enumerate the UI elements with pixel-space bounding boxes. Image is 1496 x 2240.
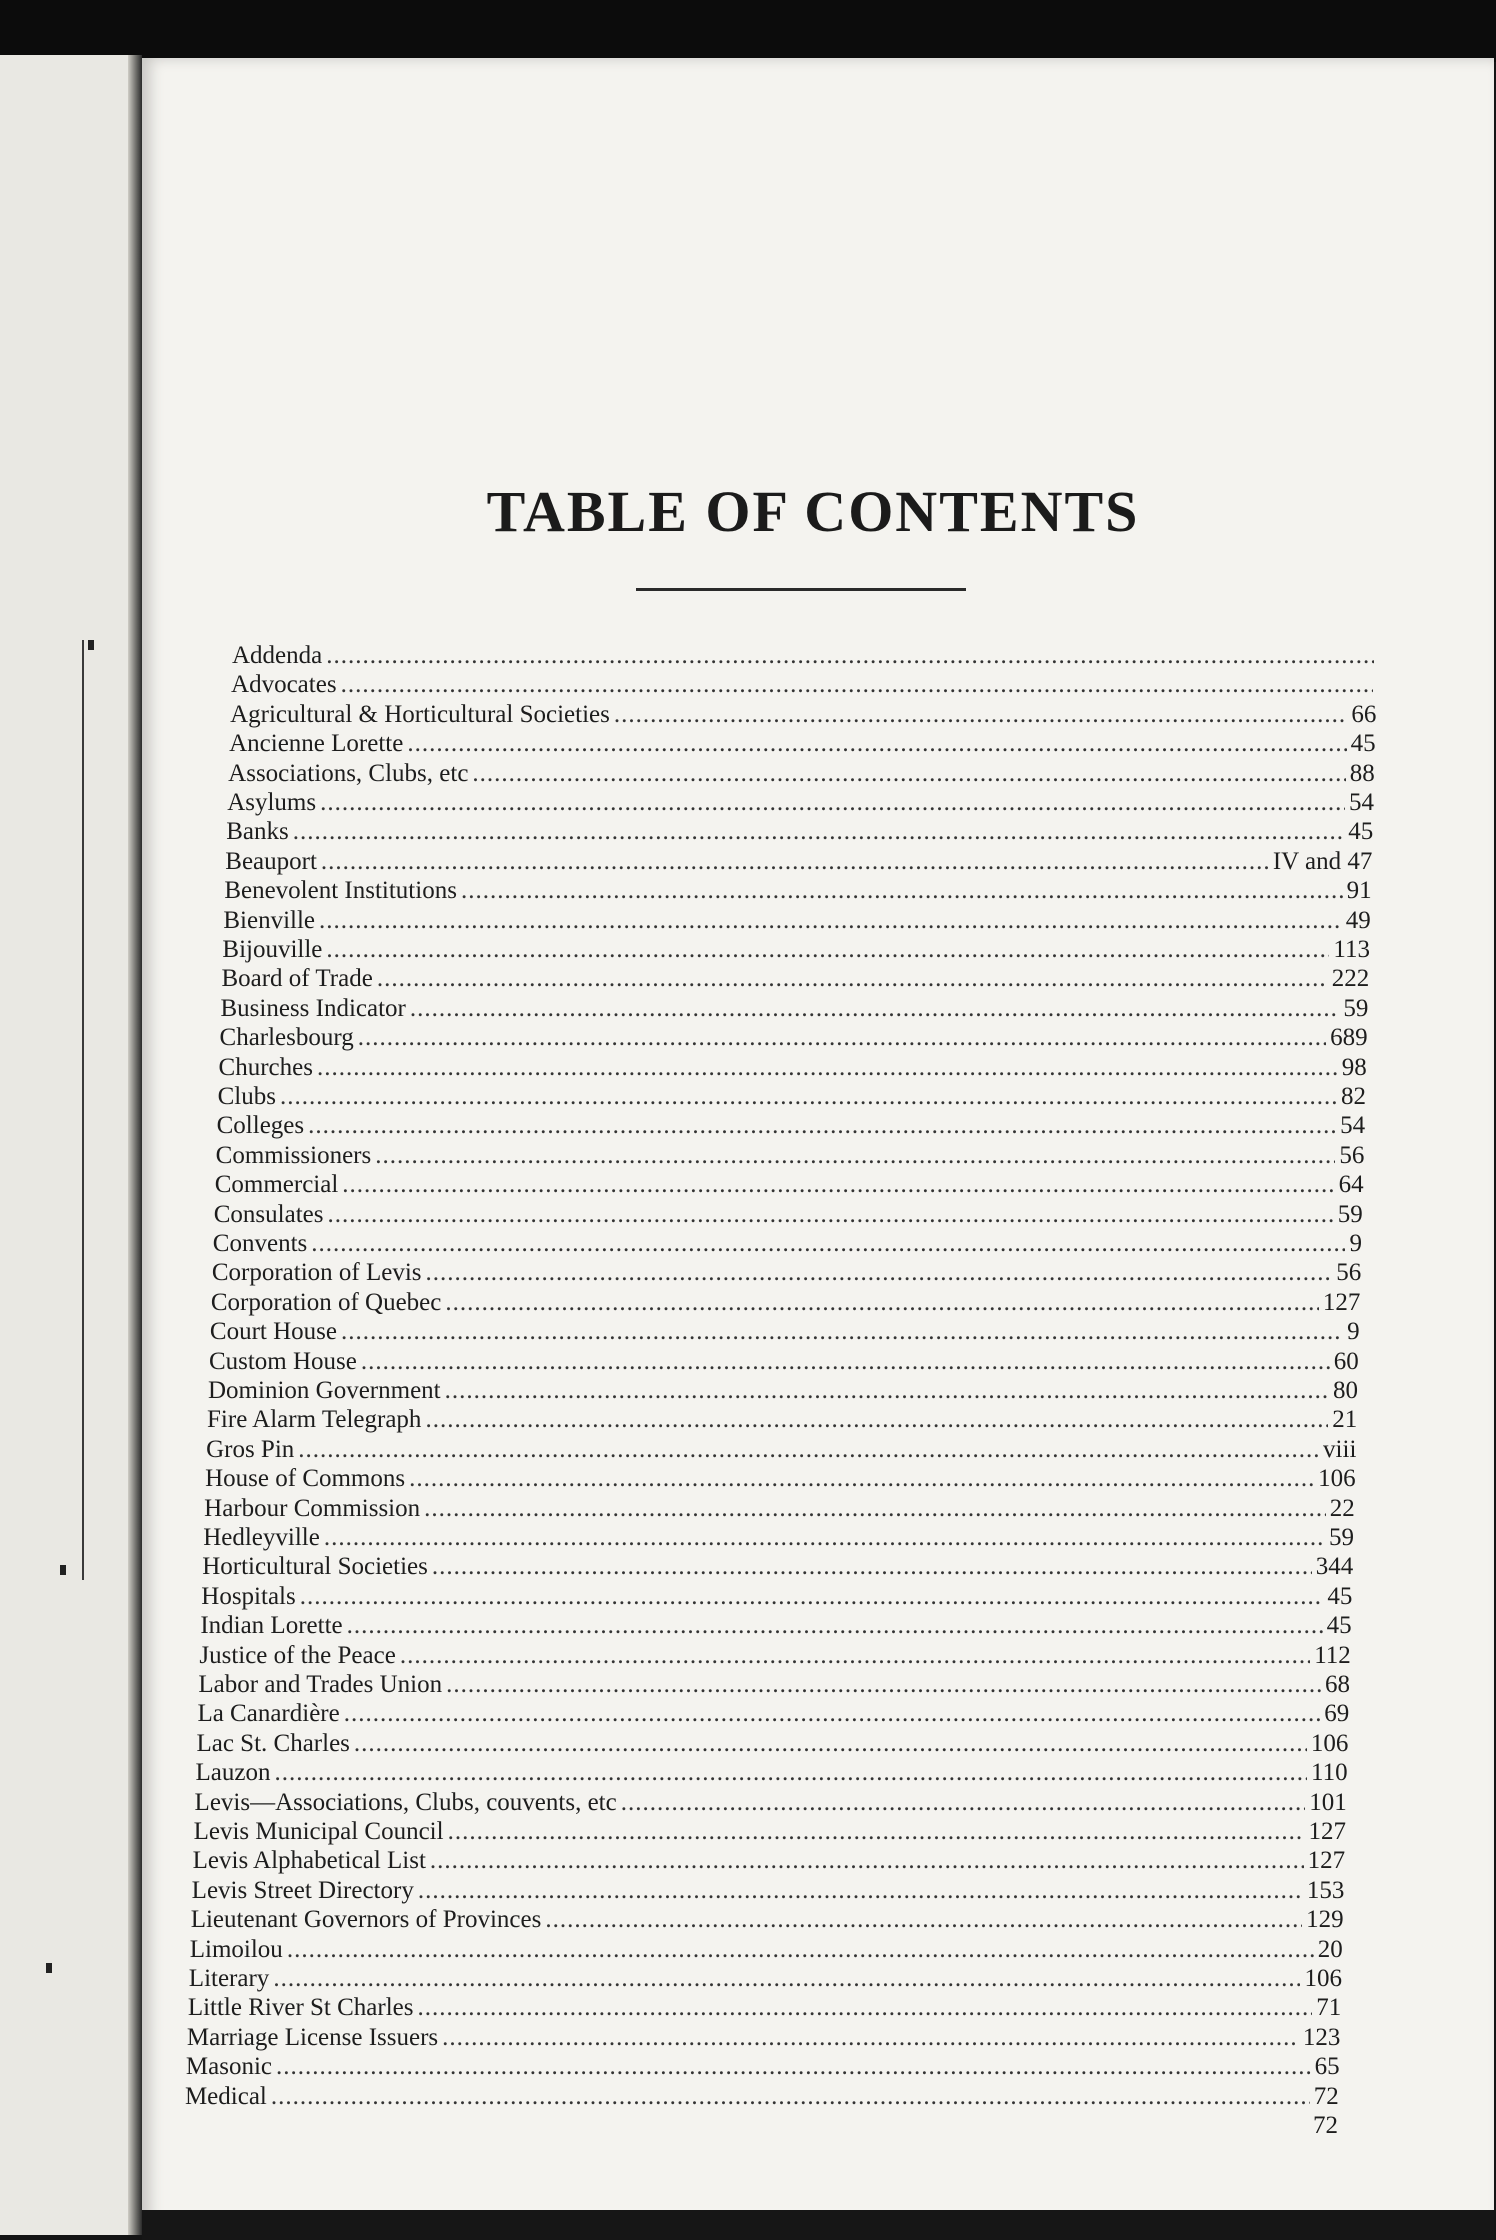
toc-leader-dots: [425, 1406, 1328, 1434]
toc-leader-dots: [445, 1289, 1319, 1317]
toc-entry-label: Bienville: [223, 906, 316, 934]
toc-entry-page: 65: [1314, 2053, 1340, 2081]
toc-entry-page: 21: [1332, 1406, 1358, 1434]
toc-leader-dots: [308, 1112, 1336, 1140]
toc-leader-dots: [326, 642, 1374, 670]
toc-leader-dots: [342, 1171, 1334, 1199]
toc-entry-page: 72: [1313, 2112, 1338, 2139]
toc-entry: [186, 2053, 1340, 2083]
toc-entry: [232, 642, 1378, 672]
toc-leader-dots: [461, 877, 1343, 905]
toc-entry: [205, 1465, 1355, 1495]
toc-entry: [188, 1994, 1341, 2024]
toc-entry-label: Literary: [188, 1965, 270, 1992]
toc-entry-label: Clubs: [217, 1083, 276, 1110]
toc-entry-page: 20: [1317, 1935, 1343, 1963]
toc-entry: [184, 2112, 1338, 2142]
toc-leader-dots: [409, 1465, 1314, 1493]
toc-entry-label: House of Commons: [205, 1465, 406, 1493]
toc-entry: [206, 1436, 1356, 1466]
toc-entry-label: Medical: [184, 2082, 267, 2110]
toc-entry: [185, 2083, 1339, 2113]
toc-entry-label: Business Indicator: [220, 994, 406, 1022]
toc-entry-label: La Canardière: [197, 1700, 340, 1728]
toc-entry-label: Lac St. Charles: [196, 1729, 350, 1757]
toc-entry: [197, 1700, 1349, 1730]
toc-entry-page: 82: [1340, 1083, 1366, 1110]
toc-entry-page: 68: [1324, 1671, 1350, 1698]
toc-entry-label: Ancienne Lorette: [229, 730, 404, 758]
toc-entry-label: Levis Municipal Council: [193, 1818, 444, 1845]
toc-leader-dots: [472, 760, 1345, 788]
toc-leader-dots: [327, 1201, 1333, 1229]
toc-entry-label: Commissioners: [215, 1141, 372, 1169]
toc-entry-page: 64: [1338, 1171, 1364, 1199]
toc-entry-label: Banks: [226, 818, 289, 846]
toc-entry-page: 689: [1330, 1024, 1368, 1052]
toc-leader-dots: [446, 1671, 1321, 1699]
toc-leader-dots: [320, 789, 1345, 817]
toc-entry: [190, 1936, 1343, 1966]
toc-entry: [207, 1406, 1357, 1436]
toc-entry-page: 80: [1333, 1377, 1358, 1404]
toc-entry: [220, 995, 1368, 1025]
toc-entry-page: 127: [1322, 1288, 1361, 1316]
toc-entry-page: 22: [1329, 1494, 1355, 1522]
toc-entry-label: Dominion Government: [208, 1377, 441, 1404]
toc-entry-label: Little River St Charles: [187, 1994, 414, 2022]
toc-entry-page: 113: [1333, 936, 1370, 963]
toc-entry-label: Lauzon: [195, 1759, 271, 1787]
toc-entry-page: 69: [1324, 1700, 1350, 1728]
toc-leader-dots: [614, 701, 1348, 729]
toc-entry-label: Indian Lorette: [200, 1612, 343, 1640]
toc-entry-page: 56: [1339, 1141, 1365, 1169]
toc-entry-label: Labor and Trades Union: [198, 1671, 443, 1698]
toc-entry-page: viii: [1323, 1435, 1357, 1463]
toc-entry-page: 49: [1345, 906, 1371, 934]
toc-entry: [192, 1877, 1345, 1907]
toc-entry-page: 153: [1306, 1876, 1345, 1904]
toc-entry-page: 56: [1336, 1259, 1362, 1287]
toc-entry-page: 54: [1348, 789, 1374, 816]
toc-leader-dots: [354, 1730, 1307, 1758]
toc-entry-page: 45: [1350, 730, 1376, 758]
toc-entry-page: 106: [1304, 1965, 1342, 1992]
toc-entry-label: Benevolent Institutions: [224, 877, 457, 905]
toc-entry-label: Hedleyville: [203, 1524, 320, 1551]
toc-entry-label: Justice of the Peace: [199, 1641, 396, 1669]
toc-entry-label: Corporation of Quebec: [210, 1288, 442, 1316]
toc-entry: [196, 1730, 1348, 1760]
toc-entry: [218, 1083, 1366, 1113]
toc-entry: [219, 1054, 1367, 1084]
toc-leader-dots: [317, 1054, 1338, 1082]
toc-leader-dots: [319, 907, 1342, 935]
toc-entry-label: Asylums: [227, 789, 317, 816]
toc-entry: [212, 1259, 1361, 1289]
toc-entry: [200, 1612, 1351, 1642]
toc-entry: [226, 818, 1373, 848]
toc-entry: [213, 1230, 1362, 1260]
toc-leader-dots: [448, 1818, 1305, 1846]
toc-entry-label: Levis Street Directory: [191, 1876, 414, 1904]
toc-entry-label: Addenda: [232, 642, 323, 669]
toc-leader-dots: [347, 1612, 1323, 1640]
toc-entry: [215, 1171, 1364, 1201]
toc-leader-dots: [418, 1994, 1313, 2022]
toc-entry-page: 123: [1302, 2023, 1341, 2051]
toc-entry-page: 60: [1333, 1347, 1359, 1375]
toc-entry: [214, 1201, 1363, 1231]
toc-leader-dots: [276, 2053, 1311, 2081]
toc-entry: [191, 1906, 1344, 1936]
toc-entry: [229, 730, 1375, 760]
toc-entry-label: Churches: [218, 1053, 313, 1081]
toc-entry-label: Harbour Commission: [204, 1494, 421, 1522]
toc-entry: [208, 1377, 1358, 1407]
toc-entry-page: 59: [1337, 1200, 1363, 1228]
toc-leader-dots: [545, 1906, 1302, 1934]
toc-entry: [194, 1818, 1346, 1848]
page-title: TABLE OF CONTENTS: [486, 479, 1140, 544]
toc-entry-page: 106: [1318, 1465, 1356, 1493]
toc-leader-dots: [377, 965, 1328, 993]
toc-entry-page: 129: [1306, 1906, 1344, 1934]
toc-leader-dots: [400, 1642, 1310, 1670]
toc-entry: [225, 848, 1372, 878]
toc-entry-label: Convents: [212, 1230, 308, 1257]
toc-entry-page: 72: [1313, 2082, 1339, 2110]
toc-entry-page: 59: [1328, 1524, 1354, 1551]
toc-entry: [210, 1318, 1360, 1348]
toc-leader-dots: [430, 1847, 1304, 1875]
toc-leader-dots: [274, 1759, 1307, 1787]
toc-leader-dots: [293, 818, 1344, 846]
toc-leader-dots: [358, 1024, 1326, 1052]
toc-entry: [222, 936, 1370, 966]
toc-leader-dots: [300, 1583, 1324, 1611]
toc-entry-label: Custom House: [208, 1347, 357, 1375]
toc-entry: [221, 965, 1369, 995]
toc-leader-dots: [407, 730, 1346, 758]
toc-entry-label: Bijouville: [222, 936, 323, 963]
toc-leader-dots: [432, 1553, 1312, 1581]
toc-entry: [209, 1348, 1359, 1378]
toc-entry: [189, 1965, 1342, 1995]
toc-entry-label: Masonic: [185, 2053, 273, 2081]
toc-entry: [198, 1671, 1350, 1701]
toc-entry-page: 112: [1314, 1641, 1351, 1669]
toc-entry-page: 88: [1349, 759, 1375, 787]
toc-entry: [201, 1583, 1352, 1613]
toc-entry: [217, 1112, 1366, 1142]
toc-entry: [227, 789, 1374, 819]
toc-entry-label: Board of Trade: [221, 965, 373, 993]
toc-entry: [220, 1024, 1368, 1054]
toc-entry-page: 91: [1346, 877, 1372, 905]
toc-entry-label: Beauport: [225, 847, 317, 875]
toc-leader-dots: [311, 1230, 1345, 1258]
toc-entry-label: Limoilou: [189, 1935, 283, 1963]
toc-leader-dots: [341, 671, 1374, 699]
toc-entry-label: Corporation of Levis: [211, 1259, 422, 1287]
toc-entry-label: Horticultural Societies: [202, 1553, 428, 1581]
toc-entry-label: Charlesbourg: [219, 1024, 354, 1052]
toc-leader-dots: [341, 1318, 1343, 1346]
toc-leader-dots: [271, 2083, 1310, 2111]
toc-leader-dots: [424, 1495, 1326, 1523]
toc-leader-dots: [273, 1965, 1300, 1993]
toc-entry-label: Advocates: [231, 671, 337, 699]
toc-leader-dots: [280, 1083, 1337, 1111]
toc-entry-label: Court House: [209, 1318, 337, 1346]
toc-entry-page: 98: [1341, 1053, 1367, 1081]
toc-entry-page: 127: [1308, 1818, 1346, 1845]
toc-leader-dots: [324, 1524, 1325, 1552]
toc-entry: [231, 671, 1377, 701]
toc-entry-page: 66: [1351, 700, 1377, 728]
toc-entry-label: Associations, Clubs, etc: [228, 759, 469, 787]
toc-entry-page: 9: [1347, 1318, 1360, 1346]
toc-leader-dots: [326, 936, 1329, 964]
toc-entry: [216, 1142, 1365, 1172]
toc-entry-label: Levis Alphabetical List: [192, 1847, 426, 1875]
toc-leader-dots: [321, 848, 1269, 876]
toc-entry: [230, 701, 1376, 731]
toc-entry-label: Colleges: [216, 1112, 305, 1140]
toc-entry: [203, 1524, 1354, 1554]
toc-entry-label: Hospitals: [201, 1582, 296, 1610]
toc-entry: [202, 1553, 1353, 1583]
toc-leader-dots: [344, 1700, 1320, 1728]
toc-entry: [196, 1759, 1348, 1789]
toc-leader-dots: [361, 1348, 1330, 1376]
toc-entry-label: Fire Alarm Telegraph: [207, 1406, 422, 1434]
toc-leader-dots: [375, 1142, 1335, 1170]
toc-leader-dots: [442, 2024, 1299, 2052]
toc-entry-label: Agricultural & Horticultural Societies: [230, 700, 610, 728]
toc-entry-page: 106: [1310, 1729, 1349, 1757]
toc-entry-page: 101: [1309, 1788, 1347, 1816]
toc-entry-page: 45: [1326, 1612, 1352, 1640]
toc-entry-page: 59: [1343, 994, 1369, 1022]
toc-entry-label: Commercial: [214, 1171, 339, 1199]
toc-entry: [195, 1789, 1347, 1819]
toc-entry-page: 54: [1340, 1112, 1366, 1140]
toc-leader-dots: [426, 1259, 1333, 1287]
toc-leader-dots: [410, 995, 1340, 1023]
toc-entry: [211, 1289, 1361, 1319]
toc-entry: [187, 2024, 1341, 2054]
toc-entry-label: Marriage License Issuers: [186, 2023, 439, 2051]
toc-entry: [228, 760, 1375, 790]
toc-leader-dots: [298, 1436, 1319, 1464]
toc-leader-dots: [287, 1936, 1314, 1964]
toc-entry-page: 45: [1348, 818, 1374, 846]
toc-entry-label: Gros Pin: [206, 1435, 295, 1463]
toc-entry-page: IV and 47: [1272, 847, 1373, 875]
toc-entry: [204, 1495, 1355, 1525]
toc-entry-label: Consulates: [213, 1200, 324, 1228]
toc-entry: [223, 907, 1370, 937]
toc-entry: [199, 1642, 1350, 1672]
toc-leader-dots: [418, 1877, 1303, 1905]
toc-entry-page: 344: [1315, 1553, 1354, 1581]
toc-entry-page: 71: [1316, 1994, 1342, 2022]
toc-entry-page: 45: [1327, 1582, 1353, 1610]
toc-leader-dots: [621, 1789, 1306, 1817]
toc-entry-label: Lieutenant Governors of Provinces: [190, 1906, 542, 1934]
toc-entry-page: 222: [1331, 965, 1370, 993]
toc-entry-page: 127: [1307, 1847, 1346, 1875]
toc-entry: [224, 877, 1371, 907]
toc-entry: [193, 1847, 1346, 1877]
toc-entry-page: 9: [1349, 1230, 1362, 1257]
toc-entry-page: 110: [1311, 1759, 1348, 1787]
toc-entry-label: Levis—Associations, Clubs, couvents, etc: [194, 1788, 617, 1816]
toc-leader-dots: [445, 1377, 1329, 1405]
